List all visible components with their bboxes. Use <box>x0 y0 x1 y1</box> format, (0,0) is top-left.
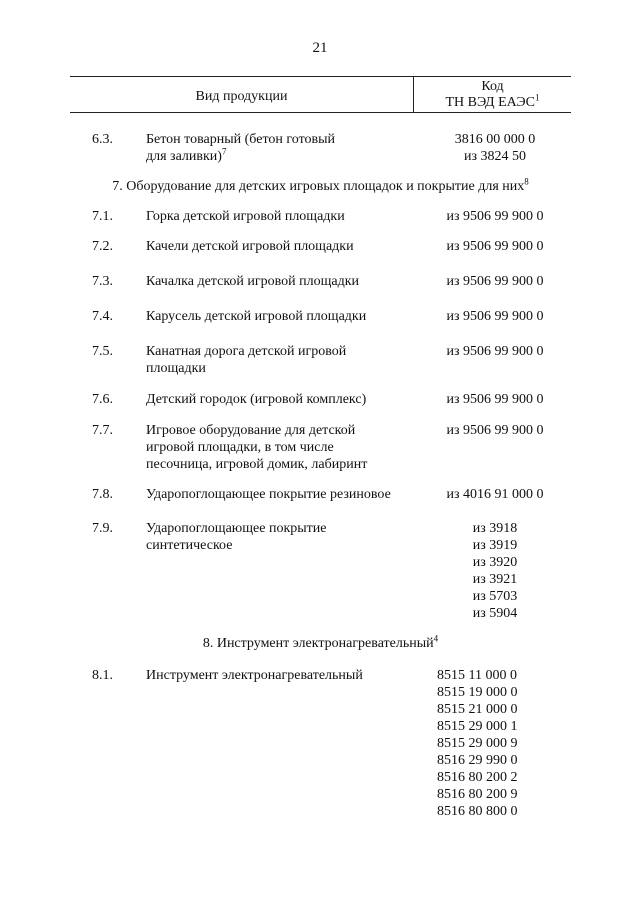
code-line: из 3918 <box>472 521 518 536</box>
code-line: из 3824 50 <box>463 149 527 164</box>
product-code <box>430 131 560 165</box>
footnote-ref: 4 <box>433 633 439 644</box>
row-number: 7.2. <box>92 239 113 254</box>
product-code: из 9506 99 900 0 <box>446 344 544 359</box>
row-number: 8.1. <box>92 668 113 683</box>
page-number: 21 <box>312 40 328 56</box>
product-code: из 9506 99 900 0 <box>446 239 544 254</box>
product-name: Инструмент электронагревательный <box>146 668 363 683</box>
row-number: 7.9. <box>92 521 113 536</box>
code-line: 3816 00 000 0 <box>454 132 536 147</box>
section-heading-text: 8. Инструмент электронагревательный <box>202 636 434 651</box>
product-name-line: Ударопоглощающее покрытие <box>146 521 327 536</box>
code-line: 8515 19 000 0 <box>437 685 518 700</box>
product-code: из 9506 99 900 0 <box>446 392 544 407</box>
footnote-ref: 8 <box>524 176 529 187</box>
header-code <box>414 79 571 111</box>
header-bottom-rule <box>70 112 571 113</box>
product-name-text: для заливки) <box>146 149 222 164</box>
product-code: из 9506 99 900 0 <box>446 309 544 324</box>
header-code-line2 <box>414 92 571 111</box>
product-name-line: синтетическое <box>146 538 233 553</box>
code-line: 8516 80 800 0 <box>437 804 518 819</box>
code-line: из 3920 <box>472 555 518 570</box>
product-code: из 9506 99 900 0 <box>446 274 544 289</box>
product-name-line: площадки <box>146 361 206 376</box>
product-code-list <box>437 667 552 820</box>
row-number: 7.5. <box>92 344 113 359</box>
header-code-text: ТН ВЭД ЕАЭС <box>445 95 535 110</box>
product-name <box>146 520 426 554</box>
product-code: из 4016 91 000 0 <box>446 487 544 502</box>
section-heading <box>70 635 571 652</box>
header-code-line1: Код <box>481 79 504 94</box>
code-line: 8515 21 000 0 <box>437 702 518 717</box>
product-name: Детский городок (игровой комплекс) <box>146 392 367 407</box>
code-line: 8516 80 200 9 <box>437 787 518 802</box>
product-name <box>146 422 426 473</box>
code-line: 8516 29 990 0 <box>437 753 518 768</box>
product-name: Карусель детской игровой площадки <box>146 309 367 324</box>
product-name-line: Бетон товарный (бетон готовый <box>146 132 336 147</box>
table-top-rule <box>70 76 571 77</box>
code-line: из 3921 <box>472 572 518 587</box>
header-product-type: Вид продукции <box>195 89 288 104</box>
row-number: 7.6. <box>92 392 113 407</box>
code-line: 8515 29 000 9 <box>437 736 518 751</box>
footnote-ref: 7 <box>221 146 227 157</box>
code-line: 8515 11 000 0 <box>437 668 517 683</box>
row-number: 7.4. <box>92 309 113 324</box>
row-number: 7.8. <box>92 487 113 502</box>
footnote-ref: 1 <box>535 92 540 103</box>
product-name-line: Канатная дорога детской игровой <box>146 344 347 359</box>
row-number: 7.3. <box>92 274 113 289</box>
row-number: 7.7. <box>92 423 113 438</box>
code-line: из 3919 <box>472 538 518 553</box>
product-code: из 9506 99 900 0 <box>446 209 544 224</box>
product-name: Ударопоглощающее покрытие резиновое <box>146 487 391 502</box>
code-line: из 5703 <box>472 589 518 604</box>
product-code-list <box>430 520 560 622</box>
section-heading <box>70 178 571 195</box>
product-name-line <box>146 148 426 165</box>
product-name-line: песочница, игровой домик, лабиринт <box>146 457 368 472</box>
code-line: 8516 80 200 2 <box>437 770 518 785</box>
section-heading-text: 7. Оборудование для детских игровых площадок и покрытие для них <box>112 179 525 194</box>
product-name-line: Игровое оборудование для детской <box>146 423 356 438</box>
code-line: 8515 29 000 1 <box>437 719 518 734</box>
product-name-line: игровой площадки, в том числе <box>146 440 334 455</box>
row-number: 6.3. <box>92 132 113 147</box>
row-number: 7.1. <box>92 209 113 224</box>
product-name <box>146 343 426 377</box>
code-line: из 5904 <box>472 606 518 621</box>
product-name <box>146 131 426 165</box>
product-name: Качалка детской игровой площадки <box>146 274 360 289</box>
product-code: из 9506 99 900 0 <box>446 423 544 438</box>
product-name: Горка детской игровой площадки <box>146 209 345 224</box>
product-name: Качели детской игровой площадки <box>146 239 354 254</box>
